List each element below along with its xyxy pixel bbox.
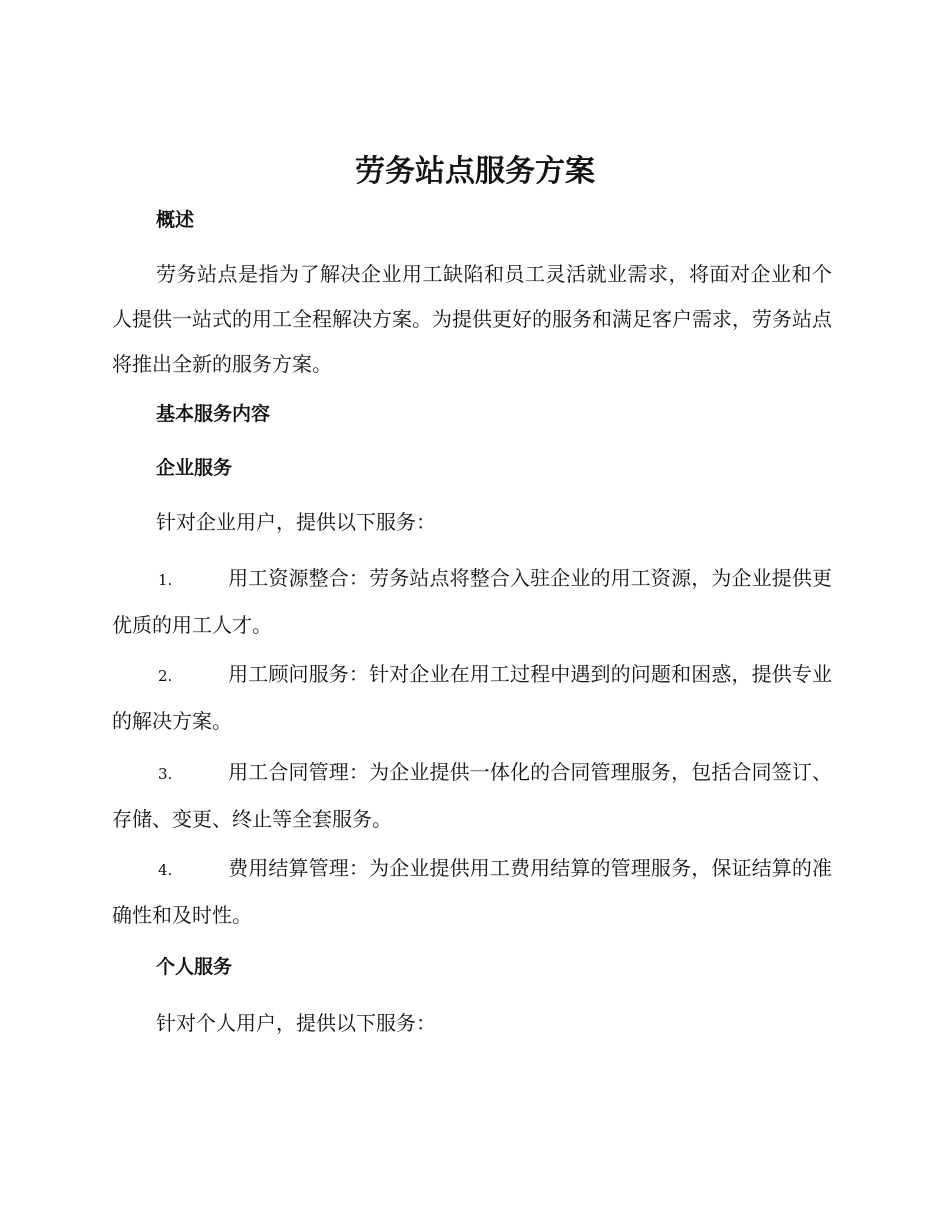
list-item bbox=[112, 556, 832, 648]
enterprise-services-heading: 企业服务 bbox=[156, 457, 233, 479]
personal-intro: 针对个人用户，提供以下服务： bbox=[156, 1011, 436, 1035]
list-item bbox=[112, 750, 832, 842]
overview-paragraph: 劳务站点是指为了解决企业用工缺陷和员工灵活就业需求，将面对企业和个人提供一站式的用工全程解决方案。为提供更好的服务和满足客户需求，劳务站点将推出全新的服务方案。 bbox=[112, 262, 832, 376]
list-item-number: 1. bbox=[158, 571, 173, 589]
list-item-text: 用工合同管理：为企业提供一体化的合同管理服务，包括合同签订、存储、变更、终止等全套服务。 bbox=[112, 760, 832, 831]
overview-heading: 概述 bbox=[156, 209, 195, 231]
list-item-text: 用工顾问服务：针对企业在用工过程中遇到的问题和困惑，提供专业的解决方案。 bbox=[112, 662, 832, 733]
personal-services-heading: 个人服务 bbox=[156, 956, 233, 978]
list-item bbox=[112, 652, 832, 744]
list-item bbox=[112, 846, 832, 938]
basic-services-heading: 基本服务内容 bbox=[156, 403, 271, 425]
list-item-text: 费用结算管理：为企业提供用工费用结算的管理服务，保证结算的准确性和及时性。 bbox=[112, 856, 832, 927]
document-title: 劳务站点服务方案 bbox=[355, 154, 595, 189]
list-item-number: 2. bbox=[158, 667, 173, 685]
list-item-text: 用工资源整合：劳务站点将整合入驻企业的用工资源，为企业提供更优质的用工人才。 bbox=[112, 566, 832, 637]
list-item-number: 4. bbox=[158, 861, 173, 879]
list-item-number: 3. bbox=[158, 765, 173, 783]
enterprise-intro: 针对企业用户，提供以下服务： bbox=[156, 510, 436, 534]
